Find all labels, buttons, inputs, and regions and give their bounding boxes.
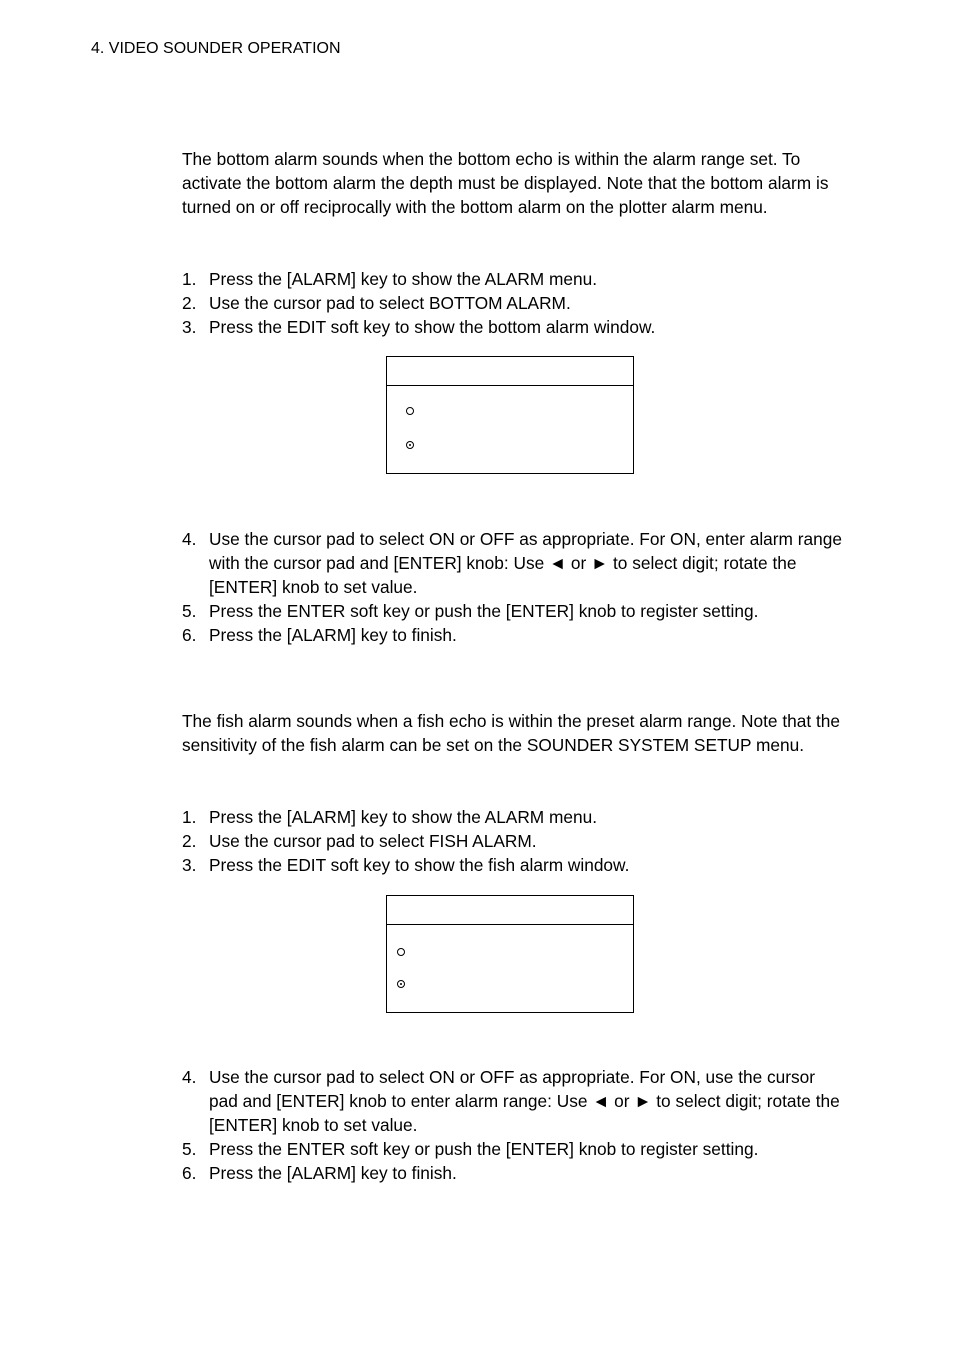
on-radio-button[interactable] (406, 441, 414, 449)
fish-alarm-steps-4-6 (182, 1065, 842, 1185)
list-item (182, 1137, 842, 1161)
window-title-bar (387, 357, 633, 386)
step-text: Press the EDIT soft key to show the fish alarm window. (209, 855, 630, 875)
step-text: Press the ENTER soft key or push the [ENTER] knob to register setting. (209, 1139, 759, 1159)
step-number: 5. (182, 601, 197, 621)
step-number: 4. (182, 529, 197, 549)
on-radio-button[interactable] (397, 980, 405, 988)
step-number: 3. (182, 855, 197, 875)
list-item (182, 527, 842, 599)
step-text: Use the cursor pad to select FISH ALARM. (209, 831, 537, 851)
step-number: 1. (182, 807, 197, 827)
off-radio-button[interactable] (397, 948, 405, 956)
list-item (182, 623, 842, 647)
step-number: 4. (182, 1067, 197, 1087)
step-text: Press the EDIT soft key to show the bottom alarm window. (209, 317, 656, 337)
list-item (182, 291, 842, 315)
fish-alarm-steps-1-3 (182, 805, 842, 877)
step-number: 2. (182, 831, 197, 851)
step-text: Press the [ALARM] key to finish. (209, 625, 457, 645)
bottom-alarm-steps-4-6 (182, 527, 842, 647)
list-item (182, 599, 842, 623)
step-number: 6. (182, 625, 197, 645)
list-item (182, 853, 842, 877)
window-title-bar (387, 896, 633, 925)
step-text: Use the cursor pad to select BOTTOM ALARM. (209, 293, 571, 313)
step-number: 5. (182, 1139, 197, 1159)
step-text: Press the [ALARM] key to show the ALARM menu. (209, 269, 598, 289)
step-text: Use the cursor pad to select ON or OFF as appropriate. For ON, use the cursor pad and [ENTER] knob to enter alarm range: Use ◄ or ► to select digit; rotate the [ENTER] knob to set value. (209, 1067, 840, 1135)
step-number: 3. (182, 317, 197, 337)
off-radio-button[interactable] (406, 407, 414, 415)
bottom-alarm-steps-1-3 (182, 267, 842, 339)
step-number: 2. (182, 293, 197, 313)
list-item (182, 1161, 842, 1185)
step-text: Press the ENTER soft key or push the [ENTER] knob to register setting. (209, 601, 759, 621)
list-item (182, 315, 842, 339)
list-item (182, 829, 842, 853)
list-item (182, 1065, 842, 1137)
bottom-alarm-intro: The bottom alarm sounds when the bottom echo is within the alarm range set. To activate the bottom alarm the depth must be displayed. Note that the bottom alarm is turned on or off reciprocally with the bottom alarm on the plotter alarm menu. (182, 149, 829, 217)
bottom-alarm-window (386, 356, 634, 474)
step-number: 1. (182, 269, 197, 289)
list-item (182, 267, 842, 291)
list-item (182, 805, 842, 829)
step-text: Press the [ALARM] key to show the ALARM menu. (209, 807, 598, 827)
fish-alarm-intro: The fish alarm sounds when a fish echo is within the preset alarm range. Note that the sensitivity of the fish alarm can be set on the SOUNDER SYSTEM SETUP menu. (182, 711, 840, 755)
step-text: Use the cursor pad to select ON or OFF as appropriate. For ON, enter alarm range with the cursor pad and [ENTER] knob: Use ◄ or ► to select digit; rotate the [ENTER] knob to set value. (209, 529, 842, 597)
running-header: 4. VIDEO SOUNDER OPERATION (91, 40, 341, 57)
fish-alarm-window (386, 895, 634, 1013)
step-text: Press the [ALARM] key to finish. (209, 1163, 457, 1183)
step-number: 6. (182, 1163, 197, 1183)
